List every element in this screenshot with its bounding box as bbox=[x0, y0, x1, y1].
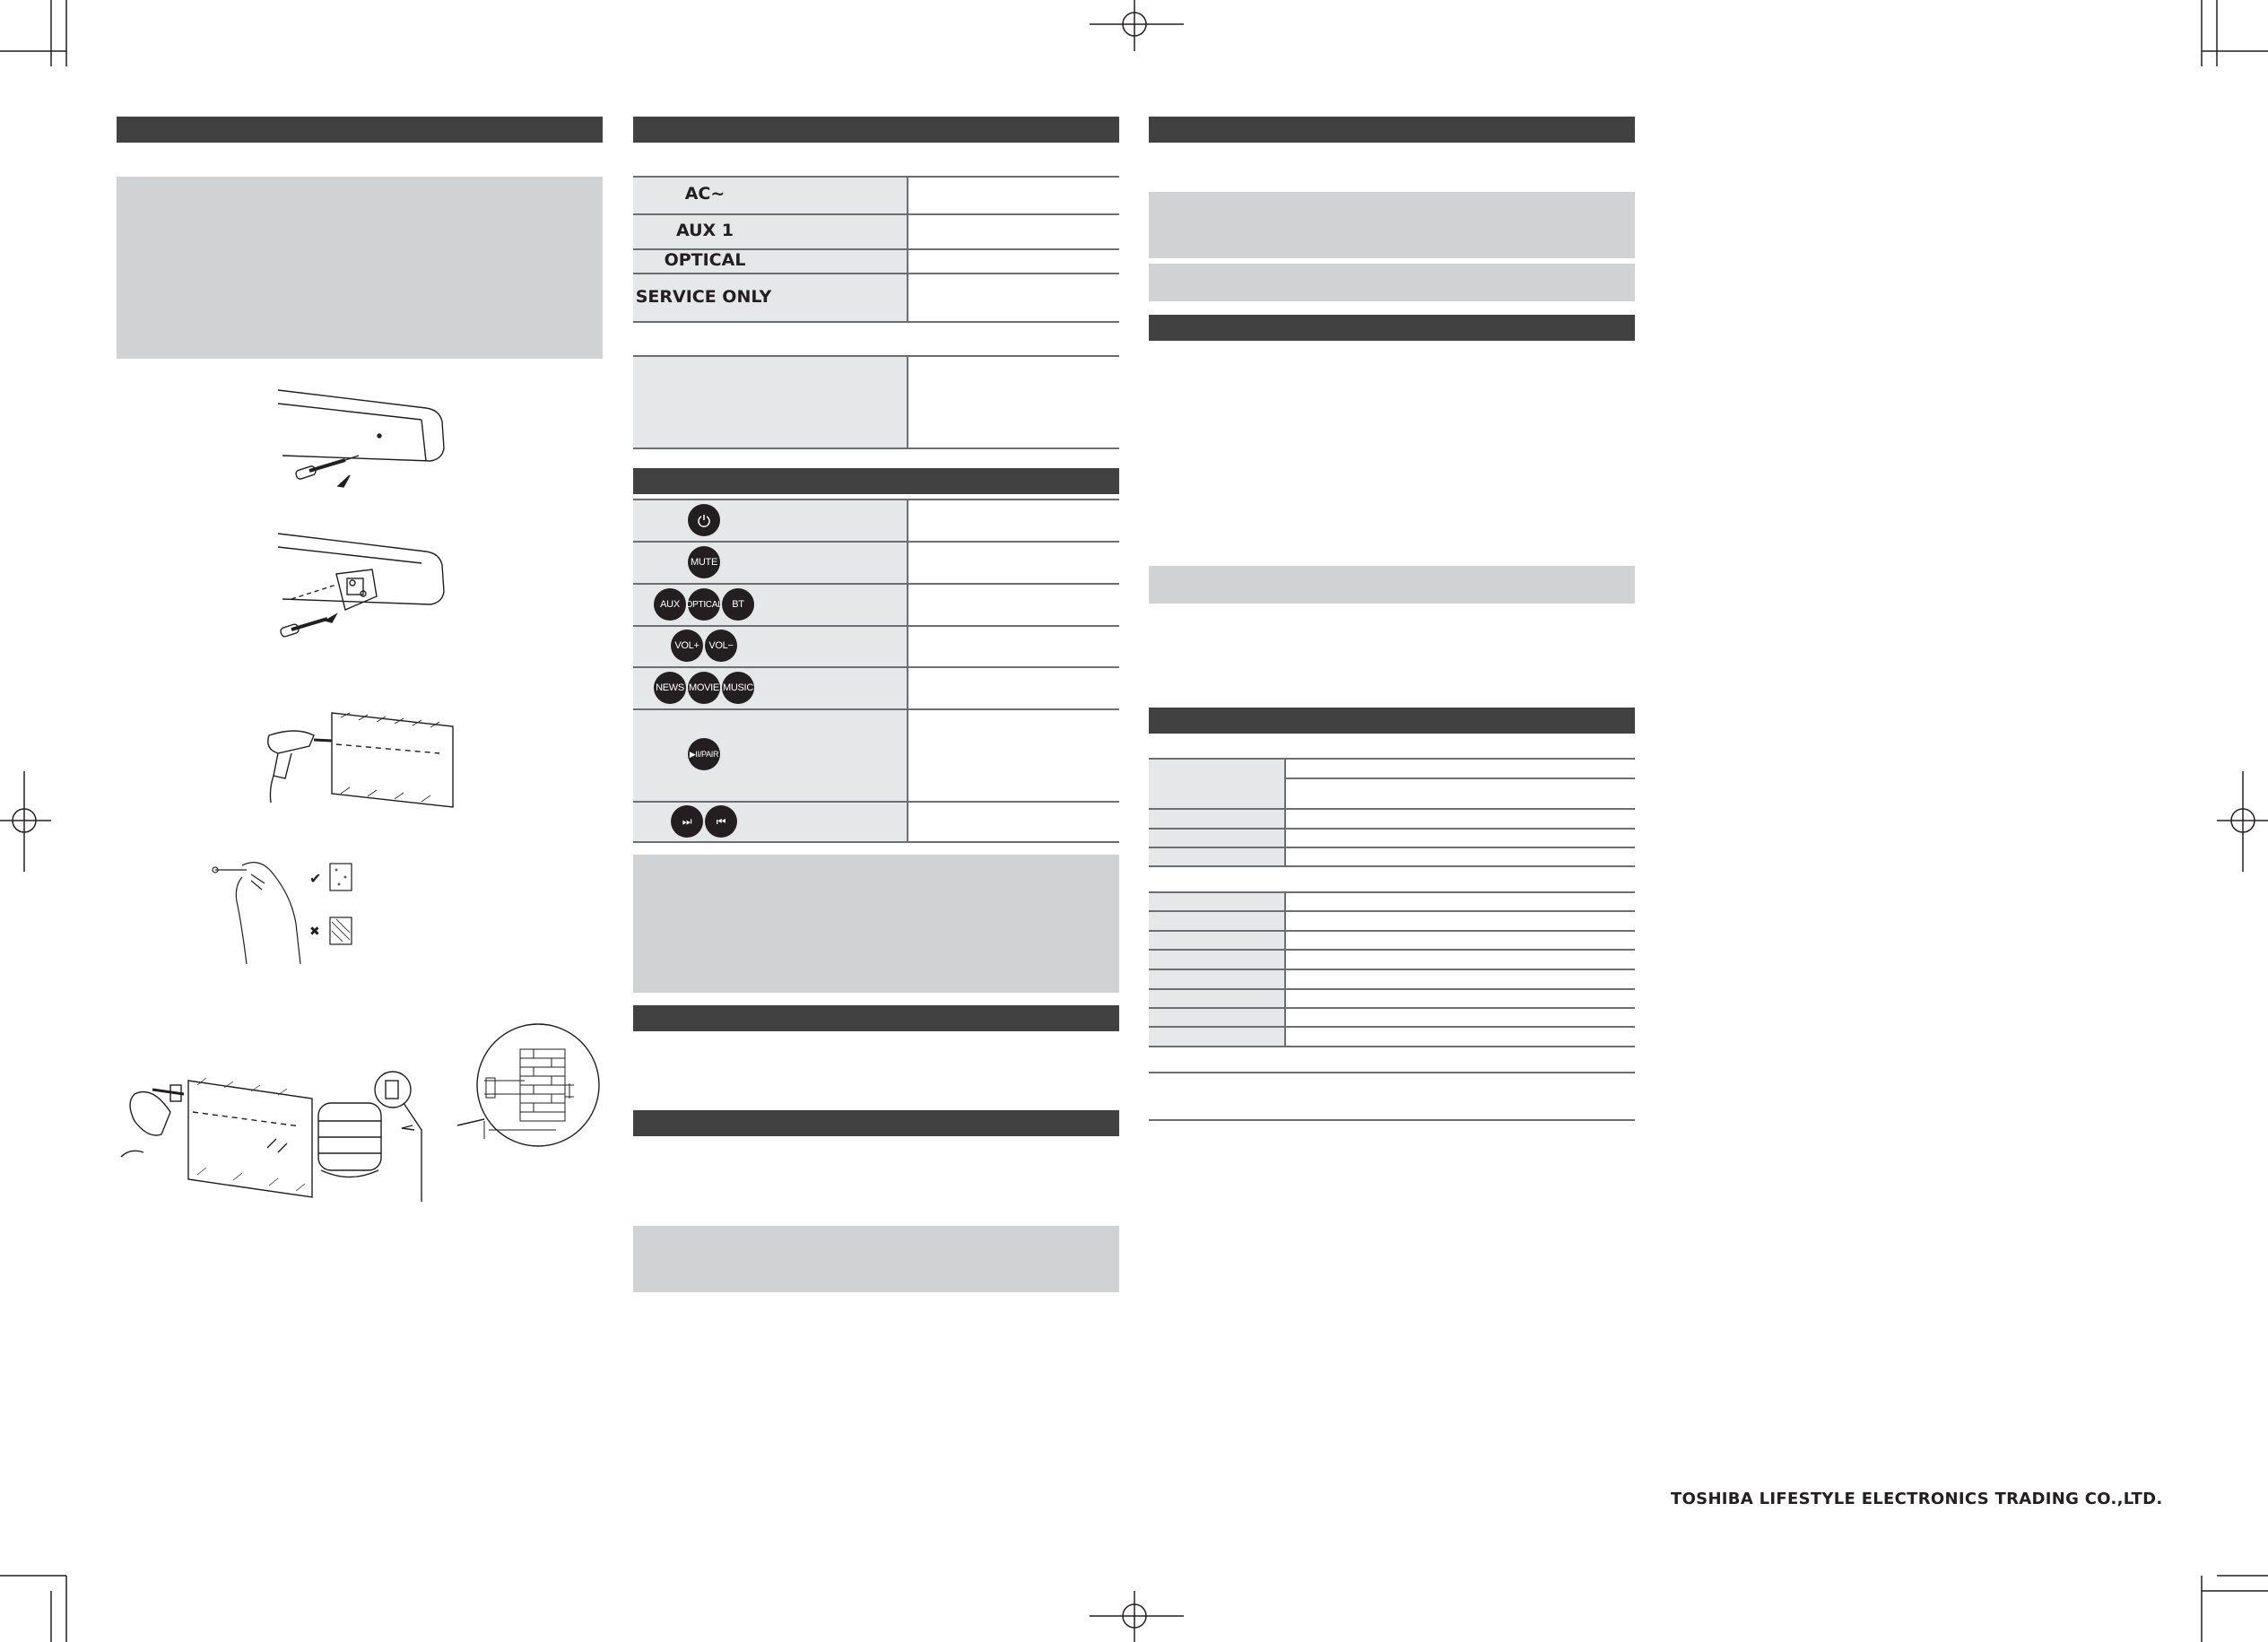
table-rule bbox=[633, 273, 1119, 274]
note-box bbox=[1149, 566, 1635, 604]
section-header-bar bbox=[1149, 708, 1635, 734]
soundbar-screwdriver-illustration bbox=[274, 386, 453, 493]
spec-table-rule bbox=[1149, 758, 1635, 760]
play-pause-pair-button: ▶II/PAIR bbox=[688, 738, 720, 770]
table-rule bbox=[633, 447, 1119, 449]
spec-table-rule bbox=[1149, 1046, 1635, 1047]
movie-button: MOVIE bbox=[688, 672, 720, 704]
table-divider bbox=[907, 355, 908, 448]
info-table-label-cell bbox=[633, 356, 908, 448]
spec-table-label-column bbox=[1149, 759, 1285, 865]
table-rule bbox=[633, 321, 1119, 323]
table-rule bbox=[633, 213, 1119, 215]
note-box bbox=[633, 855, 1119, 993]
cross-icon: ✖ bbox=[309, 924, 320, 938]
spec-table-divider bbox=[1284, 891, 1286, 1047]
previous-track-button: ⏮ bbox=[705, 805, 737, 838]
aux-button: AUX bbox=[654, 588, 686, 621]
section-header-bar bbox=[1149, 117, 1635, 143]
section-header-bar bbox=[1149, 315, 1635, 341]
mute-button: MUTE bbox=[688, 546, 720, 578]
wall-test-illustration bbox=[206, 852, 368, 969]
table-rule bbox=[633, 541, 1119, 543]
table-rule bbox=[633, 841, 1119, 843]
news-button: NEWS bbox=[654, 672, 686, 704]
section-header-bar bbox=[633, 1005, 1119, 1031]
drill-wall-illustration bbox=[260, 708, 466, 816]
footnote-rule bbox=[1149, 1119, 1635, 1121]
section-header-bar bbox=[633, 468, 1119, 494]
table-rule bbox=[633, 176, 1119, 178]
table-rule bbox=[633, 625, 1119, 627]
check-icon: ✔ bbox=[309, 872, 322, 887]
connector-label-ac: AC~ bbox=[684, 184, 726, 204]
note-box bbox=[633, 1226, 1119, 1292]
wall-mount-hammer-illustration bbox=[117, 1031, 619, 1202]
connector-label-aux1: AUX 1 bbox=[675, 221, 734, 240]
power-icon bbox=[697, 513, 711, 527]
company-name: TOSHIBA LIFESTYLE ELECTRONICS TRADING CO.,LTD. bbox=[1671, 1490, 2163, 1508]
power-button bbox=[688, 504, 720, 536]
vol-up-button: VOL+ bbox=[671, 630, 703, 662]
table-rule bbox=[633, 801, 1119, 803]
bracket-mount-illustration bbox=[274, 529, 453, 646]
table-rule bbox=[633, 666, 1119, 668]
table-divider bbox=[907, 499, 908, 842]
spec-table-rule bbox=[1149, 949, 1635, 951]
spec-table-divider bbox=[1284, 758, 1286, 866]
note-box bbox=[1149, 192, 1635, 258]
spec-table-rule bbox=[1149, 828, 1635, 830]
spec-table-rule bbox=[1149, 910, 1635, 912]
connector-label-service-only: SERVICE ONLY bbox=[635, 287, 772, 307]
spec-table-rule bbox=[1149, 1026, 1635, 1028]
spec-table-rule bbox=[1149, 1007, 1635, 1009]
spec-table-rule bbox=[1149, 891, 1635, 893]
spec-table-rule bbox=[1149, 847, 1635, 848]
table-divider bbox=[907, 176, 908, 322]
next-track-button: ⏭ bbox=[671, 805, 703, 838]
spec-table-rule bbox=[1149, 969, 1635, 970]
spec-table-rule bbox=[1149, 865, 1635, 867]
footnote-rule bbox=[1149, 1072, 1635, 1073]
table-rule bbox=[633, 355, 1119, 357]
optical-button: OPTICAL bbox=[688, 588, 720, 621]
table-rule bbox=[633, 583, 1119, 585]
spec-table-rule bbox=[1149, 930, 1635, 932]
section-header-bar bbox=[117, 117, 603, 143]
music-button: MUSIC bbox=[722, 672, 754, 704]
bt-button: BT bbox=[722, 588, 754, 621]
table-rule bbox=[633, 708, 1119, 710]
note-box bbox=[1149, 264, 1635, 301]
spec-table-rule bbox=[1149, 988, 1635, 990]
section-header-bar bbox=[633, 117, 1119, 143]
spec-table-rule bbox=[1285, 778, 1635, 779]
vol-down-button: VOL− bbox=[705, 630, 737, 662]
table-rule bbox=[633, 499, 1119, 500]
note-box bbox=[117, 177, 603, 359]
remote-table-label-column bbox=[633, 500, 908, 842]
spec-table-rule bbox=[1149, 808, 1635, 810]
connector-label-optical: OPTICAL bbox=[664, 250, 746, 270]
section-header-bar bbox=[633, 1110, 1119, 1136]
